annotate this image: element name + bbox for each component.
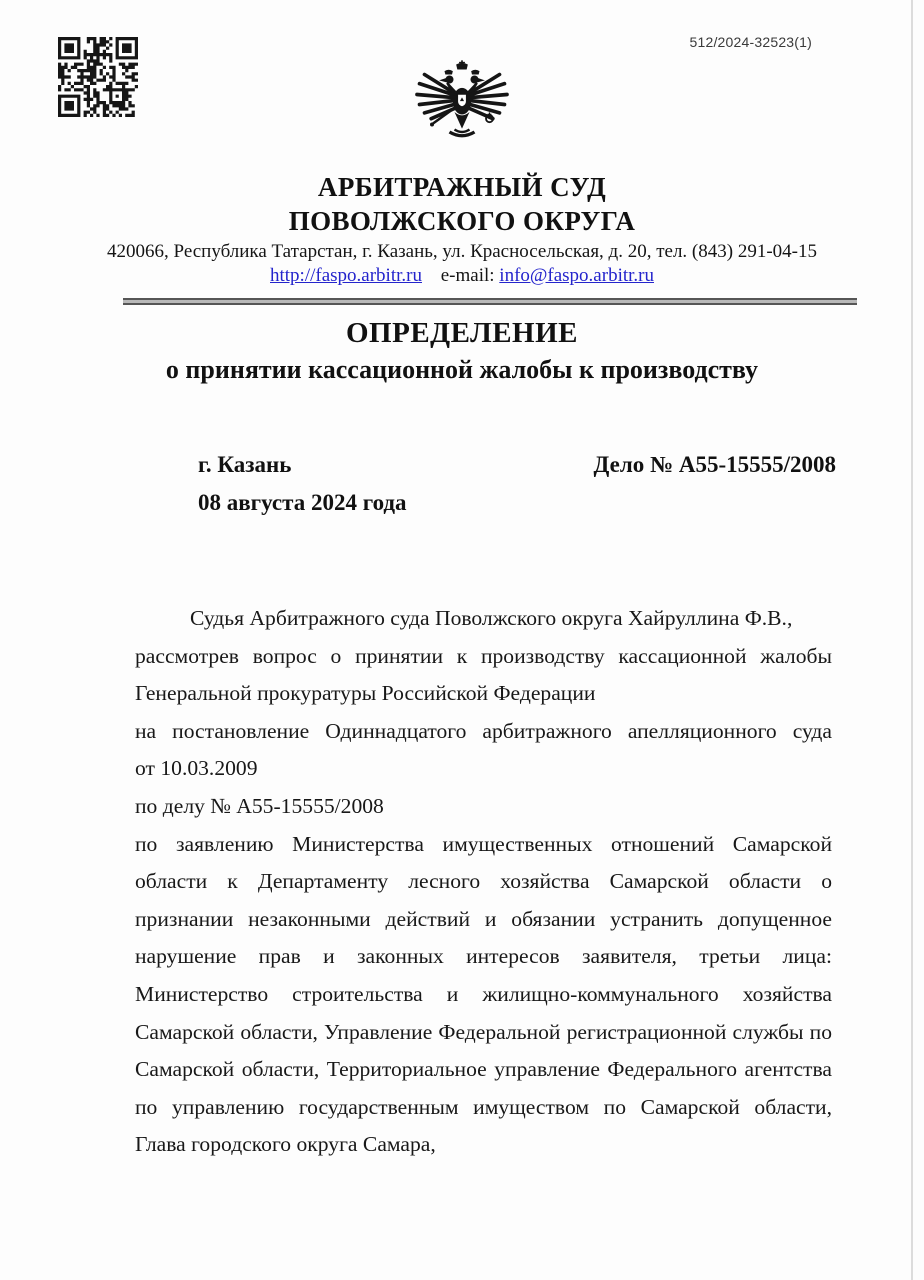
court-name [0, 170, 924, 238]
body-line: Самарской области, Территориальное управление Федерального агентства [135, 1057, 832, 1082]
document-title: ОПРЕДЕЛЕНИЕ [346, 317, 578, 349]
city-label: г. Казань [198, 452, 292, 477]
website-link[interactable]: http://faspo.arbitr.ru [270, 265, 422, 286]
body-line: по делу № А55-15555/2008 [135, 793, 384, 818]
double-rule-divider [123, 298, 857, 305]
court-address: 420066, Республика Татарстан, г. Казань, ул. Красносельская, д. 20, тел. (843) 291-04-15 [107, 241, 817, 262]
document-number: 512/2024-32523(1) [689, 34, 812, 50]
body-text [135, 600, 832, 1164]
body-line: на постановление Одиннадцатого арбитражного апелляционного суда [135, 718, 832, 743]
body-line: Глава городского округа Самара, [135, 1132, 436, 1157]
body-line: области к Департаменту лесного хозяйства Самарской области о [135, 869, 832, 894]
court-contacts [0, 265, 924, 287]
email-label: e-mail: [440, 265, 495, 286]
case-number: Дело № А55-15555/2008 [593, 452, 836, 477]
body-line: признании незаконными действий и обязании устранить допущенное [135, 906, 832, 931]
document-subtitle: о принятии кассационной жалобы к производству [165, 355, 759, 384]
court-name-line2: ПОВОЛЖСКОГО ОКРУГА [288, 206, 636, 236]
body-line: Судья Арбитражного суда Поволжского округа Хайруллина Ф.В., [190, 606, 793, 630]
case-info-row [198, 452, 836, 478]
court-name-line1: АРБИТРАЖНЫЙ СУД [317, 172, 607, 202]
body-line: по заявлению Министерства имущественных отношений Самарской [135, 831, 832, 856]
body-line: Министерство строительства и жилищно-коммунального хозяйства [135, 981, 832, 1006]
body-line: от 10.03.2009 [135, 756, 258, 781]
body-line: Самарской области, Управление Федеральной регистрационной службы по [135, 1019, 832, 1044]
body-line: по управлению государственным имуществом по Самарской области, [135, 1094, 832, 1119]
email-link[interactable]: info@faspo.arbitr.ru [499, 265, 654, 286]
coat-of-arms-icon [0, 60, 924, 149]
body-line: Генеральной прокуратуры Российской Федерации [135, 681, 596, 706]
body-line: рассмотрев вопрос о принятии к производству кассационной жалобы [135, 643, 832, 668]
body-line: нарушение прав и законных интересов заявителя, третьи лица: [135, 944, 832, 969]
document-date: 08 августа 2024 года [198, 490, 407, 515]
